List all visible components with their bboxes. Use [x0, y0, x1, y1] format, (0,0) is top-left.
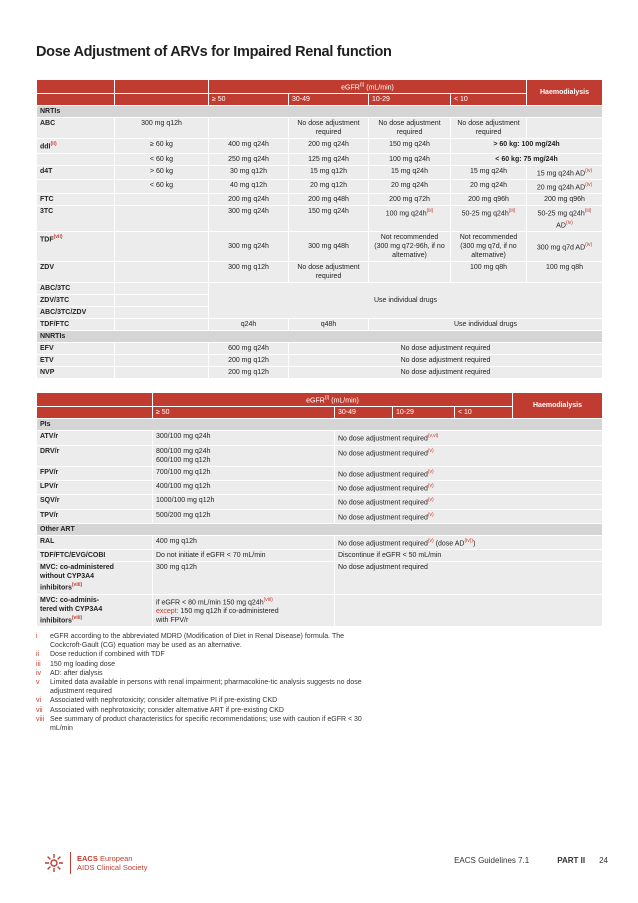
table-row: < 60 kg 250 mg q24h 125 mg q24h 100 mg q24h < 60 kg: 75 mg/24h: [37, 153, 603, 165]
table-row: LPV/r 400/100 mg q12h No dose adjustment required$^{(v)}$: [37, 480, 603, 494]
col-egfr-10: < 10: [451, 94, 527, 106]
table-row: SQV/r 1000/100 mg q12h No dose adjustment required$^{(v)}$: [37, 495, 603, 509]
table-row: MVC: co-administered without CYP3A4 inhibitors$^{(viii)}$ 300 mg q12h No dose adjustment required: [37, 562, 603, 594]
table-row: ddI$^{(ii)}$ ≥ 60 kg 400 mg q24h 200 mg q24h 150 mg q24h > 60 kg: 100 mg/24h: [37, 139, 603, 153]
footnotes: [36, 632, 366, 733]
col-egfr-10-29: 10-29: [369, 94, 451, 106]
egfr-header-2: eGFR$^{(i)}$ (mL/min): [153, 393, 513, 407]
table-row: EFV 600 mg q24h No dose adjustment required: [37, 342, 603, 354]
page-number: 24: [599, 856, 608, 865]
section-nrtis: NRTIs: [37, 106, 603, 118]
footnote-item: viii See summary of product characteristics for specific recommendations; use with caution if eGFR < 30 mL/min: [36, 715, 362, 733]
egfr-header: eGFR$^{(i)}$ (mL/min): [209, 80, 527, 94]
footnote-item: vii Associated with nephrotoxicity; consider alternative ART if pre-existing CKD: [36, 706, 284, 714]
table-row: ETV 200 mg q12h No dose adjustment required: [37, 354, 603, 366]
table-row: ATV/r 300/100 mg q24h No dose adjustment required$^{(v,vi)}$: [37, 431, 603, 445]
page-footer: [454, 856, 608, 865]
part-label: PART II: [557, 856, 586, 865]
footnote-item: v Limited data available in persons with renal impairment; pharmacokine-tic analysis suggests no dose adjustment required: [36, 679, 362, 696]
table-row: < 60 kg 40 mg q12h 20 mg q12h 20 mg q24h 20 mg q24h 20 mg q24h AD$^{(iv)}$: [37, 179, 603, 193]
table-row: ABC 300 mg q12h No dose adjustment required No dose adjustment required No dose adjustment required: [37, 118, 603, 139]
page-title: Dose Adjustment of ARVs for Impaired Renal function: [36, 44, 392, 60]
haemodialysis-header: Haemodialysis: [527, 80, 603, 106]
table-row: FPV/r 700/100 mg q12h No dose adjustment required$^{(v)}$: [37, 466, 603, 480]
table-row: TPV/r 500/200 mg q12h No dose adjustment required$^{(v)}$: [37, 509, 603, 523]
footnote-item: iii 150 mg loading dose: [36, 660, 115, 668]
table-row: 3TC 300 mg q24h 150 mg q24h 100 mg $q24h^{(iii)}$ 50-25 mg $q24h^{(iii)}$ 50-25 mg $q24h^{(iii)}$ AD$^{(iv)}$: [37, 206, 603, 232]
haemodialysis-header-2: Haemodialysis: [513, 393, 603, 419]
col-egfr-30-49: 30-49: [289, 94, 369, 106]
table-row: d4T > 60 kg 30 mg q12h 15 mg q12h 15 mg q24h 15 mg q24h 15 mg q24h AD$^{(iv)}$: [37, 165, 603, 179]
eacs-logo-icon: [44, 853, 64, 873]
table-row: DRV/r 800/100 mg q24h 600/100 mg q12h No dose adjustment required$^{(v)}$: [37, 445, 603, 466]
footnote-item: vi Associated with nephrotoxicity; consider alternative PI if pre-existing CKD: [36, 697, 278, 705]
table-row: NVP 200 mg q12h No dose adjustment required: [37, 366, 603, 378]
table-row: MVC: co-adminis- tered with CYP3A4 inhibitors$^{(viii)}$ if eGFR < 80 mL/min 150 mg $q24h^{(viii)}$ except: 150 mg q12h if co-administered with FPV/r: [37, 594, 603, 626]
table-row: TDF/FTC/EVG/COBI Do not initiate if eGFR < 70 mL/min Discontinue if eGFR < 50 mL/min: [37, 550, 603, 562]
table-row: RAL 400 mg q12h No dose adjustment required$^{(v)}$ (dose $AD^{(iv))}$): [37, 535, 603, 549]
guidelines-label: EACS Guidelines 7.1: [454, 856, 530, 865]
footnote-item: ii Dose reduction if combined with TDF: [36, 651, 165, 659]
table-row: ABC/3TC Use individual drugs: [37, 282, 603, 294]
pi-other-art-table: eGFR$^{(i)}$ (mL/min) Haemodialysis ≥ 50 30-49 10-29 < 10 PIs ATV/r 300/100 mg q24h No dose adjustment required$^{(v,vi)}$ DRV/r 800/100 mg q24h 600/100 mg q12h No dose adjustment required$^{(v)}$ FPV/r 700/100 mg q12h No dose adjustment required$^{(v)}$ LPV/r 400/100 mg q12h No dose adjustment required$^{(v)}$ SQV/r 1000/100 mg q12h No dose adjustment required$^{(v)}$ TPV/r 500/200 mg q12h No dose adjustment required$^{(v)}$ Other ART RAL 400 mg q12h No dose adjustment required$^{(v)}$ (dose $AD^{(iv))}$) TDF/FTC/EVG/COBI Do not initiate if eGFR < 70 mL/min Discontinue if eGFR < 50 mL/min MVC: co-administered without CYP3A4 inhibitors$^{(viii)}$ 300 mg q12h No dose adjustment required MVC: co-adminis- tered with CYP3A4 inhibitors$^{(viii)}$ if eGFR < 80 mL/min 150 mg $q24h^{(viii)}$ except: 150 mg q12h if co-administered with FPV/r: [36, 392, 603, 627]
table-row: FTC 200 mg q24h 200 mg q48h 200 mg q72h 200 mg q96h 200 mg q96h: [37, 194, 603, 206]
logo-abbr: EACS: [77, 854, 98, 863]
section-other-art: Other ART: [37, 523, 603, 535]
col-egfr-50: ≥ 50: [209, 94, 289, 106]
nrti-nnrti-table: [36, 79, 603, 379]
table-row: ZDV 300 mg q12h No dose adjustment required 100 mg q8h 100 mg q8h: [37, 261, 603, 282]
footnote-item: i eGFR according to the abbreviated MDRD (Modification of Diet in Renal Disease) formula. The Cockcroft-Gault (CG) equation may be used as an alternative.: [36, 633, 344, 650]
table-row: TDF/FTC q24h q48h Use individual drugs: [37, 318, 603, 330]
table-row: ABC/3TC/ZDV: [37, 306, 603, 318]
footnote-item: iv AD: after dialysis: [36, 669, 103, 677]
eacs-logo: EACS European AIDS Clinical Society: [44, 852, 147, 874]
section-nnrtis: NNRTIs: [37, 330, 603, 342]
table-row: ZDV/3TC: [37, 294, 603, 306]
section-pis: PIs: [37, 419, 603, 431]
table-row: TDF$^{(vii)}$ 300 mg q24h 300 mg q48h Not recommended (300 mg q72-96h, if no alternative) Not recommended (300 mg q7d, if no alternative) 300 mg q7d AD$^{(iv)}$: [37, 231, 603, 261]
